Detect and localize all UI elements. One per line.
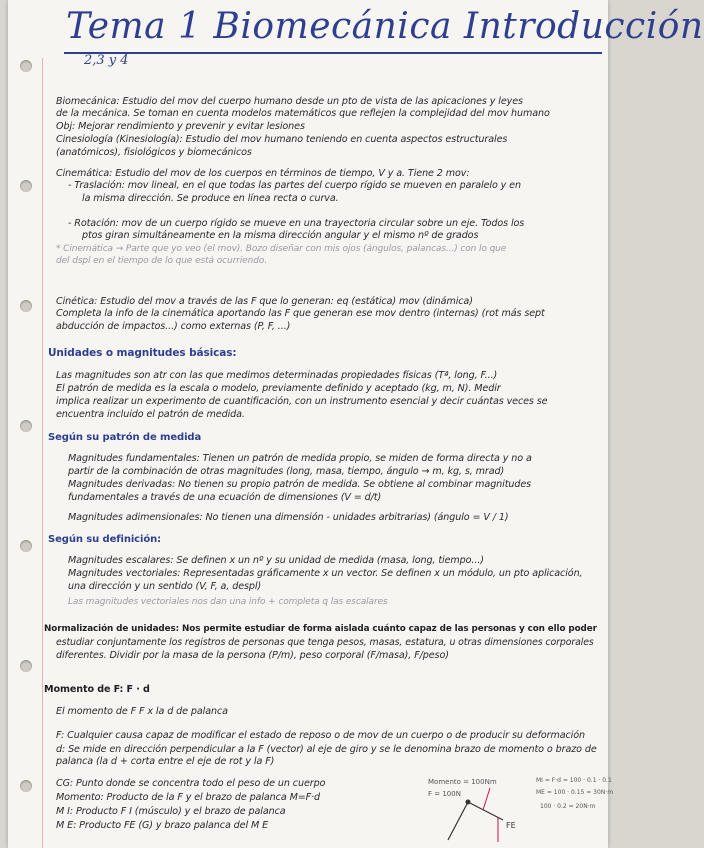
note-line: M I: Producto F I (músculo) y el brazo de palanca [56,806,286,817]
note-line: Momento: Producto de la F y el brazo de palanca M=F·d [56,792,321,803]
diagram-note: ME = 100 · 0.15 = 30N·m [536,789,614,796]
note-line: palanca (la d + corta entre el eje de rot y la F) [56,756,275,767]
binder-hole [20,660,32,672]
note-line: (anatómicos), fisiológicos y biomecánicos [56,147,252,158]
note-line: CG: Punto donde se concentra todo el peso de un cuerpo [56,778,326,789]
notebook-page [8,0,704,848]
note-line: encuentra incluido el patrón de medida. [56,409,245,420]
note-line: Normalización de unidades: Nos permite estudiar de forma aislada cuánto capaz de las personas y con ello poder [44,624,597,634]
note-line: El patrón de medida es la escala o modelo, previamente definido y aceptado (kg, m, N). Medir [56,383,501,394]
binder-hole [20,420,32,432]
note-line: fundamentales a través de una ecuación de dimensiones (V = d/t) [68,492,382,503]
margin-line [42,58,43,848]
binder-hole [20,540,32,552]
note-line: Las magnitudes vectoriales nos dan una info + completa q las escalares [68,597,388,607]
diagram-label-fe: FE [506,821,516,830]
note-line: Cinesiología (Kinesiología): Estudio del mov humano teniendo en cuenta aspectos estructurales [56,134,508,145]
title-underline [64,52,602,54]
note-line: Las magnitudes son atr con las que medimos determinadas propiedades físicas (Tª, long, F...) [56,370,498,381]
note-line: Magnitudes vectoriales: Representadas gráficamente x un vector. Se definen x un módulo, un pto aplicación, [68,568,583,579]
diagram-note: F = 100N [428,790,461,798]
note-line: de la mecánica. Se toman en cuenta modelos matemáticos que reflejen la complejidad del mov humano [56,108,550,119]
diagram-arrow [483,788,490,810]
note-line: Magnitudes derivadas: No tienen su propio patrón de medida. Se obtiene al combinar magnitudes [68,479,532,490]
diagram-line [468,802,503,820]
note-line: Completa la info de la cinemática aportando las F que generan ese mov dentro (internas) (rot más sept [56,308,545,319]
note-line: Según su definición: [48,534,162,545]
note-line: estudiar conjuntamente los registros de personas que tenga pesos, masas, estatura, u otras dimensiones corporales [56,637,594,648]
note-line: implica realizar un experimento de cuantificación, con un instrumento esencial y decir cuántas veces se [56,396,548,407]
note-line: Momento de F: F · d [44,684,150,695]
note-line: Unidades o magnitudes básicas: [48,347,237,359]
note-line: Según su patrón de medida [48,432,202,443]
note-line: Cinética: Estudio del mov a través de las F que lo generan: eq (estática) mov (dinámica) [56,296,473,307]
diagram-note: 100 · 0.2 = 20N·m [540,803,596,810]
diagram-note: MI = F·d = 100 · 0.1 · 0.1 [536,777,612,784]
binder-hole [20,780,32,792]
note-line: M E: Producto FE (G) y brazo palanca del M E [56,820,269,831]
diagram-note: Momento = 100Nm [428,778,497,786]
binder-hole [20,180,32,192]
moment-diagram [428,770,614,848]
note-line: Cinemática: Estudio del mov de los cuerpos en términos de tiempo, V y a. Tiene 2 mov: [56,168,470,179]
note-line: - Rotación: mov de un cuerpo rígido se mueve en una trayectoria circular sobre un eje. Todos los [68,218,525,229]
binder-hole [20,60,32,72]
note-line: - Traslación: mov lineal, en el que todas las partes del cuerpo rígido se mueven en paralelo y en [68,180,521,191]
diagram-joint [466,800,471,805]
note-line: El momento de F F x la d de palanca [56,706,228,717]
note-line: Magnitudes escalares: Se definen x un nº y su unidad de medida (masa, long, tiempo...) [68,555,484,566]
note-line: la misma dirección. Se produce en línea recta o curva. [82,193,339,204]
note-line: Magnitudes adimensionales: No tienen una dimensión - unidades arbitrarias) (ángulo = V / 1) [68,512,509,523]
note-line: * Cinemática → Parte que yo veo (el mov). Bozo diseñar con mis ojos (ángulos, palancas...) con lo que [56,244,507,254]
page-title: Tema 1 Biomecánica Introducción [66,6,704,47]
note-line: Biomecánica: Estudio del mov del cuerpo humano desde un pto de vista de las apicaciones y leyes [56,96,523,107]
diagram-line [448,802,468,840]
note-line: una dirección y un sentido (V, F, a, despl) [68,581,262,592]
binder-hole [20,300,32,312]
note-line: F: Cualquier causa capaz de modificar el estado de reposo o de mov de un cuerpo o de producir su deformación [56,730,585,741]
note-line: partir de la combinación de otras magnitudes (long, masa, tiempo, ángulo → m, kg, s, mrad) [68,466,505,477]
note-line: d: Se mide en dirección perpendicular a la F (vector) al eje de giro y se le denomina brazo de momento o brazo de [56,744,597,755]
note-line: abducción de impactos...) como externas (P, F, ...) [56,321,291,332]
note-line: del dspl en el tiempo de lo que está ocurriendo. [56,256,268,266]
note-line: diferentes. Dividir por la masa de la persona (P/m), peso corporal (F/masa), F/peso) [56,650,449,661]
page-subtitle: 2,3 y 4 [84,53,129,68]
note-line: ptos giran simultáneamente en la misma dirección angular y el mismo nº de grados [82,230,479,241]
note-line: Magnitudes fundamentales: Tienen un patrón de medida propio, se miden de forma directa y no a [68,453,532,464]
note-line: Obj: Mejorar rendimiento y prevenir y evitar lesiones [56,121,305,132]
